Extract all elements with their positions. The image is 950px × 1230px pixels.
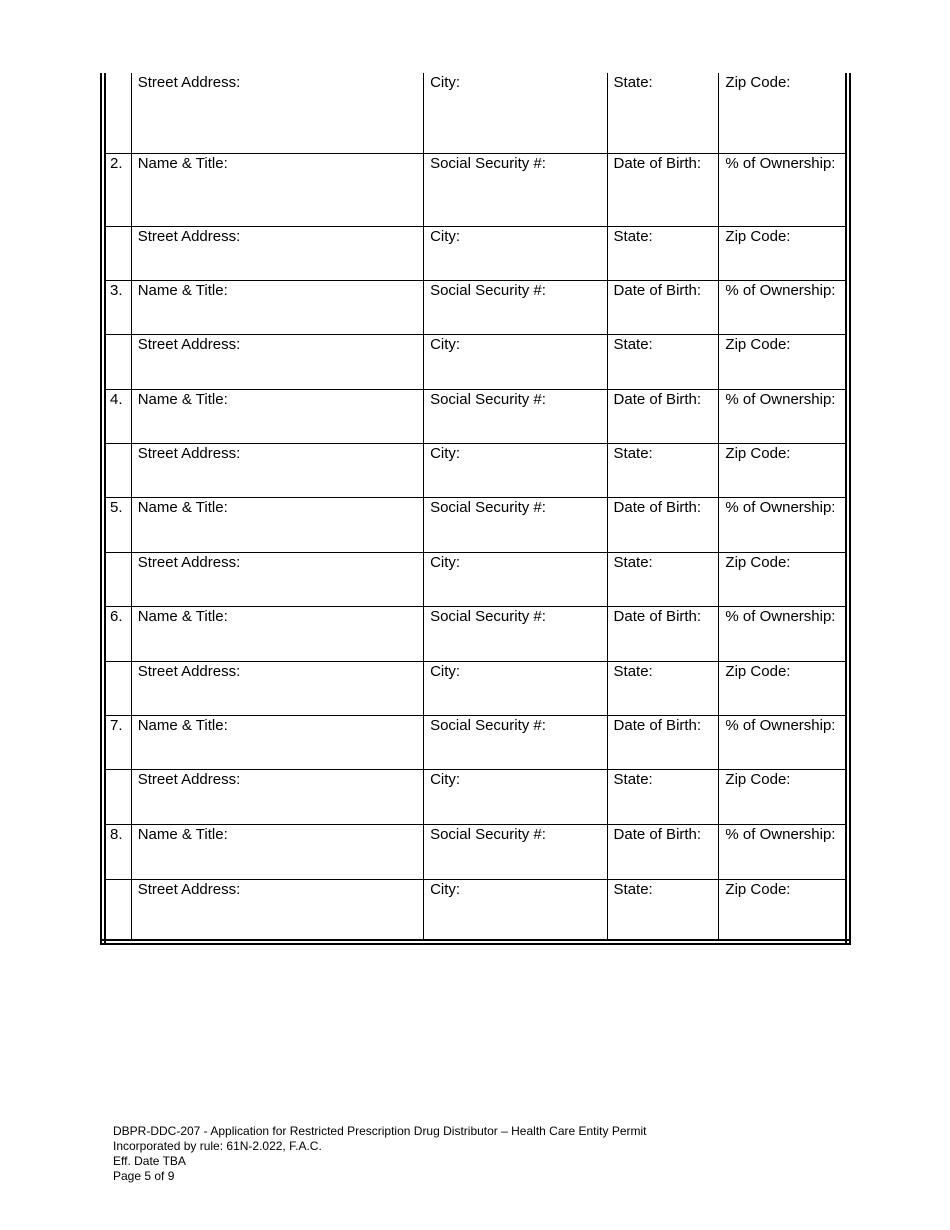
ownership-percent-field[interactable]: % of Ownership: [719, 154, 848, 227]
owner-number: 4. [103, 389, 131, 443]
owner-address-row [103, 335, 848, 389]
state-field[interactable]: State: [607, 335, 719, 389]
effective-date: Eff. Date TBA [113, 1154, 186, 1168]
ownership-percent-field[interactable]: % of Ownership: [719, 715, 848, 769]
name-title-field[interactable]: Name & Title: [131, 715, 423, 769]
street-address-field[interactable]: Street Address: [131, 880, 423, 942]
street-address-field[interactable]: Street Address: [131, 335, 423, 389]
street-address-field[interactable]: Street Address: [131, 444, 423, 498]
page-number: Page 5 of 9 [113, 1169, 175, 1183]
street-address-field[interactable]: Street Address: [131, 552, 423, 606]
ownership-percent-field[interactable]: % of Ownership: [719, 607, 848, 661]
city-field[interactable]: City: [424, 73, 607, 154]
name-title-field[interactable]: Name & Title: [131, 154, 423, 227]
state-field[interactable]: State: [607, 661, 719, 715]
owner-name-row [103, 389, 848, 443]
ssn-field[interactable]: Social Security #: [424, 715, 607, 769]
ownership-percent-field[interactable]: % of Ownership: [719, 389, 848, 443]
state-field[interactable]: State: [607, 73, 719, 154]
owner-number: 3. [103, 280, 131, 334]
owner-name-row [103, 154, 848, 227]
name-title-field[interactable]: Name & Title: [131, 824, 423, 879]
city-field[interactable]: City: [424, 880, 607, 942]
zip-code-field[interactable]: Zip Code: [719, 226, 848, 280]
owner-number: 6. [103, 607, 131, 661]
ssn-field[interactable]: Social Security #: [424, 498, 607, 552]
owner-address-row [103, 226, 848, 280]
city-field[interactable]: City: [424, 552, 607, 606]
owner-address-row [103, 552, 848, 606]
state-field[interactable]: State: [607, 226, 719, 280]
owner-address-row [103, 661, 848, 715]
state-field[interactable]: State: [607, 444, 719, 498]
page-footer [113, 1124, 647, 1184]
ssn-field[interactable]: Social Security #: [424, 280, 607, 334]
date-of-birth-field[interactable]: Date of Birth: [607, 498, 719, 552]
owner-number: 7. [103, 715, 131, 769]
ownership-percent-field[interactable]: % of Ownership: [719, 280, 848, 334]
state-field[interactable]: State: [607, 552, 719, 606]
street-address-field[interactable]: Street Address: [131, 661, 423, 715]
owner-number-spacer [103, 73, 131, 154]
ssn-field[interactable]: Social Security #: [424, 154, 607, 227]
zip-code-field[interactable]: Zip Code: [719, 444, 848, 498]
date-of-birth-field[interactable]: Date of Birth: [607, 715, 719, 769]
owner-number-spacer [103, 335, 131, 389]
state-field[interactable]: State: [607, 880, 719, 942]
owner-number: 8. [103, 824, 131, 879]
owner-number-spacer [103, 226, 131, 280]
zip-code-field[interactable]: Zip Code: [719, 880, 848, 942]
ownership-percent-field[interactable]: % of Ownership: [719, 498, 848, 552]
owner-name-row [103, 824, 848, 879]
owner-name-row [103, 498, 848, 552]
city-field[interactable]: City: [424, 226, 607, 280]
owners-table [100, 73, 851, 945]
owner-name-row [103, 607, 848, 661]
name-title-field[interactable]: Name & Title: [131, 607, 423, 661]
city-field[interactable]: City: [424, 444, 607, 498]
owner-address-row [103, 73, 848, 154]
owner-address-row [103, 880, 848, 942]
ssn-field[interactable]: Social Security #: [424, 607, 607, 661]
date-of-birth-field[interactable]: Date of Birth: [607, 607, 719, 661]
ssn-field[interactable]: Social Security #: [424, 824, 607, 879]
zip-code-field[interactable]: Zip Code: [719, 335, 848, 389]
zip-code-field[interactable]: Zip Code: [719, 73, 848, 154]
ownership-percent-field[interactable]: % of Ownership: [719, 824, 848, 879]
state-field[interactable]: State: [607, 770, 719, 824]
owner-number-spacer [103, 552, 131, 606]
owner-address-row [103, 770, 848, 824]
street-address-field[interactable]: Street Address: [131, 770, 423, 824]
city-field[interactable]: City: [424, 770, 607, 824]
name-title-field[interactable]: Name & Title: [131, 280, 423, 334]
rule-reference: Incorporated by rule: 61N-2.022, F.A.C. [113, 1139, 322, 1153]
owner-number-spacer [103, 880, 131, 942]
owner-number-spacer [103, 661, 131, 715]
name-title-field[interactable]: Name & Title: [131, 389, 423, 443]
date-of-birth-field[interactable]: Date of Birth: [607, 389, 719, 443]
zip-code-field[interactable]: Zip Code: [719, 552, 848, 606]
owner-number-spacer [103, 770, 131, 824]
zip-code-field[interactable]: Zip Code: [719, 770, 848, 824]
owner-name-row [103, 280, 848, 334]
street-address-field[interactable]: Street Address: [131, 73, 423, 154]
city-field[interactable]: City: [424, 335, 607, 389]
owner-number: 2. [103, 154, 131, 227]
owner-address-row [103, 444, 848, 498]
owner-name-row [103, 715, 848, 769]
city-field[interactable]: City: [424, 661, 607, 715]
date-of-birth-field[interactable]: Date of Birth: [607, 280, 719, 334]
date-of-birth-field[interactable]: Date of Birth: [607, 824, 719, 879]
date-of-birth-field[interactable]: Date of Birth: [607, 154, 719, 227]
owner-number-spacer [103, 444, 131, 498]
form-title: DBPR-DDC-207 - Application for Restricted Prescription Drug Distributor – Health Care Entity Permit [113, 1124, 647, 1138]
owner-number: 5. [103, 498, 131, 552]
ssn-field[interactable]: Social Security #: [424, 389, 607, 443]
zip-code-field[interactable]: Zip Code: [719, 661, 848, 715]
street-address-field[interactable]: Street Address: [131, 226, 423, 280]
name-title-field[interactable]: Name & Title: [131, 498, 423, 552]
